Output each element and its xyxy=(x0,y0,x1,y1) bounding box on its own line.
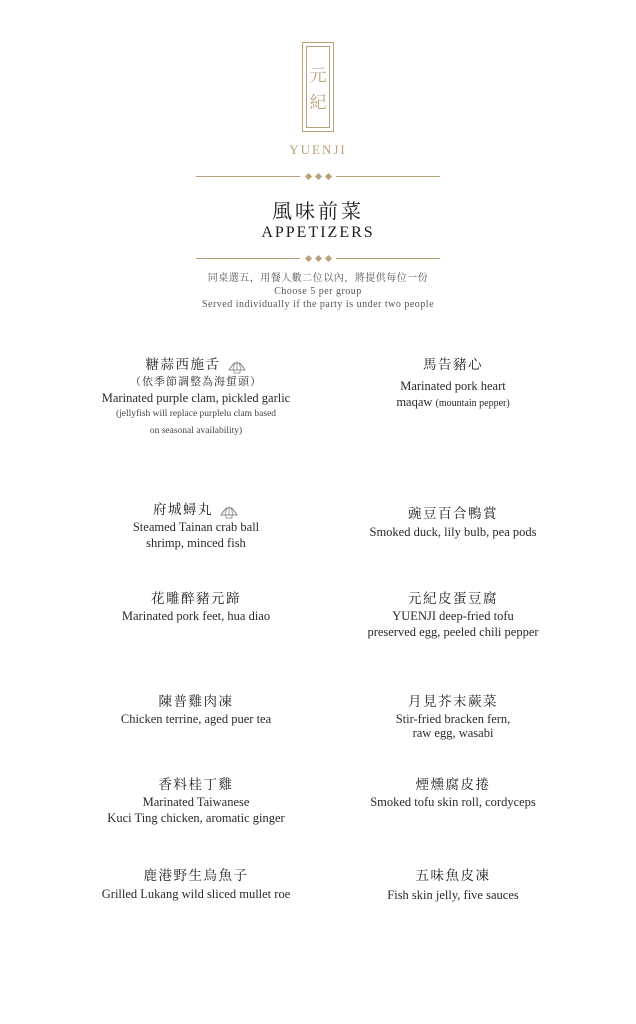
item-desc-en-1: Grilled Lukang wild sliced mullet roe xyxy=(101,887,291,901)
menu-item-kuci-ting-chicken xyxy=(46,777,346,826)
item-desc-en-1: Steamed Tainan crab ball xyxy=(132,520,260,534)
item-name-zh: 香料桂丁雞 xyxy=(158,777,234,793)
item-desc-en-1: Smoked tofu skin roll, cordyceps xyxy=(370,795,536,809)
menu-item-crab-ball xyxy=(46,502,346,551)
shell-icon xyxy=(227,358,247,374)
item-desc-en-1: Marinated pork heart xyxy=(400,379,506,393)
menu-item-smoked-duck xyxy=(303,506,603,540)
menu-item-purple-clam xyxy=(46,357,346,440)
top-divider xyxy=(196,171,440,183)
menu-item-pork-heart xyxy=(303,357,603,412)
item-desc-en-2: shrimp, minced fish xyxy=(146,536,246,550)
item-desc-en: Marinated purple clam, pickled garlic xyxy=(101,391,291,405)
menu-item-fried-tofu xyxy=(303,591,603,640)
item-desc-en-1: YUENJI deep-fried tofu xyxy=(392,609,514,623)
note-zh: 同桌選五，用餐人數二位以內，將提供每位一份 xyxy=(207,273,429,284)
item-name-zh xyxy=(46,502,346,519)
item-desc-en-2: Kuci Ting chicken, aromatic ginger xyxy=(107,811,285,825)
item-desc-en-1: Smoked duck, lily bulb, pea pods xyxy=(369,525,537,539)
item-name-zh-text: 府城蟳丸 xyxy=(153,502,213,518)
item-desc-en-2: preserved egg, peeled chili pepper xyxy=(367,625,539,639)
menu-item-fish-skin-jelly xyxy=(303,868,603,903)
item-note-en-2: on seasonal availability) xyxy=(149,426,243,436)
item-name-zh: 五味魚皮凍 xyxy=(415,868,491,884)
item-subnote-zh: （依季節調整為海蜇頭） xyxy=(130,375,262,388)
item-desc-en-2 xyxy=(303,394,603,412)
item-name-zh: 鹿港野生烏魚子 xyxy=(143,868,249,884)
item-name-zh xyxy=(46,357,346,374)
section-title-en: APPETIZERS xyxy=(261,224,375,241)
logo-glyph-2: 紀 xyxy=(309,93,327,113)
item-desc-en-1: Fish skin jelly, five sauces xyxy=(387,888,519,902)
item-name-zh: 元紀皮蛋豆腐 xyxy=(408,591,498,607)
ordering-note xyxy=(0,272,636,311)
section-title-zh: 風味前菜 xyxy=(272,199,364,223)
item-name-zh-text: 糖蒜西施舌 xyxy=(145,357,221,373)
item-name-zh: 馬告豬心 xyxy=(423,357,483,373)
item-desc-en-2-main: maqaw xyxy=(396,395,433,409)
note-en-1: Choose 5 per group xyxy=(274,286,362,297)
logo-glyph-1: 元 xyxy=(309,66,327,86)
item-desc-en-1: Marinated pork feet, hua diao xyxy=(121,609,271,623)
menu-item-tofu-skin-roll xyxy=(303,777,603,810)
item-desc-en-1: Chicken terrine, aged puer tea xyxy=(120,712,272,726)
item-desc-en-2: raw egg, wasabi xyxy=(412,726,494,740)
logo-frame xyxy=(302,42,334,132)
bottom-divider xyxy=(196,253,440,265)
item-desc-en-1: Stir-fried bracken fern, xyxy=(395,712,511,726)
menu-item-bracken-fern xyxy=(303,694,603,741)
brand-logo xyxy=(0,42,636,158)
menu-item-pork-feet xyxy=(46,591,346,624)
item-desc-en-1: Marinated Taiwanese xyxy=(142,795,250,809)
item-name-zh: 陳普雞肉凍 xyxy=(158,694,234,710)
menu-item-chicken-terrine xyxy=(46,694,346,727)
item-name-zh: 月見芥末蕨菜 xyxy=(408,694,498,710)
item-note-en-1: (jellyfish will replace purplelu clam based xyxy=(115,409,277,419)
logo-text: YUENJI xyxy=(289,142,347,157)
item-name-zh: 豌豆百合鴨賞 xyxy=(408,506,498,522)
shell-icon xyxy=(219,503,239,519)
item-name-zh: 煙燻腐皮捲 xyxy=(415,777,491,793)
item-desc-en-2-small: (mountain pepper) xyxy=(435,398,510,409)
menu-item-mullet-roe xyxy=(46,868,346,902)
note-en-2: Served individually if the party is under two people xyxy=(201,299,435,310)
item-name-zh: 花雕醉豬元蹄 xyxy=(151,591,241,607)
